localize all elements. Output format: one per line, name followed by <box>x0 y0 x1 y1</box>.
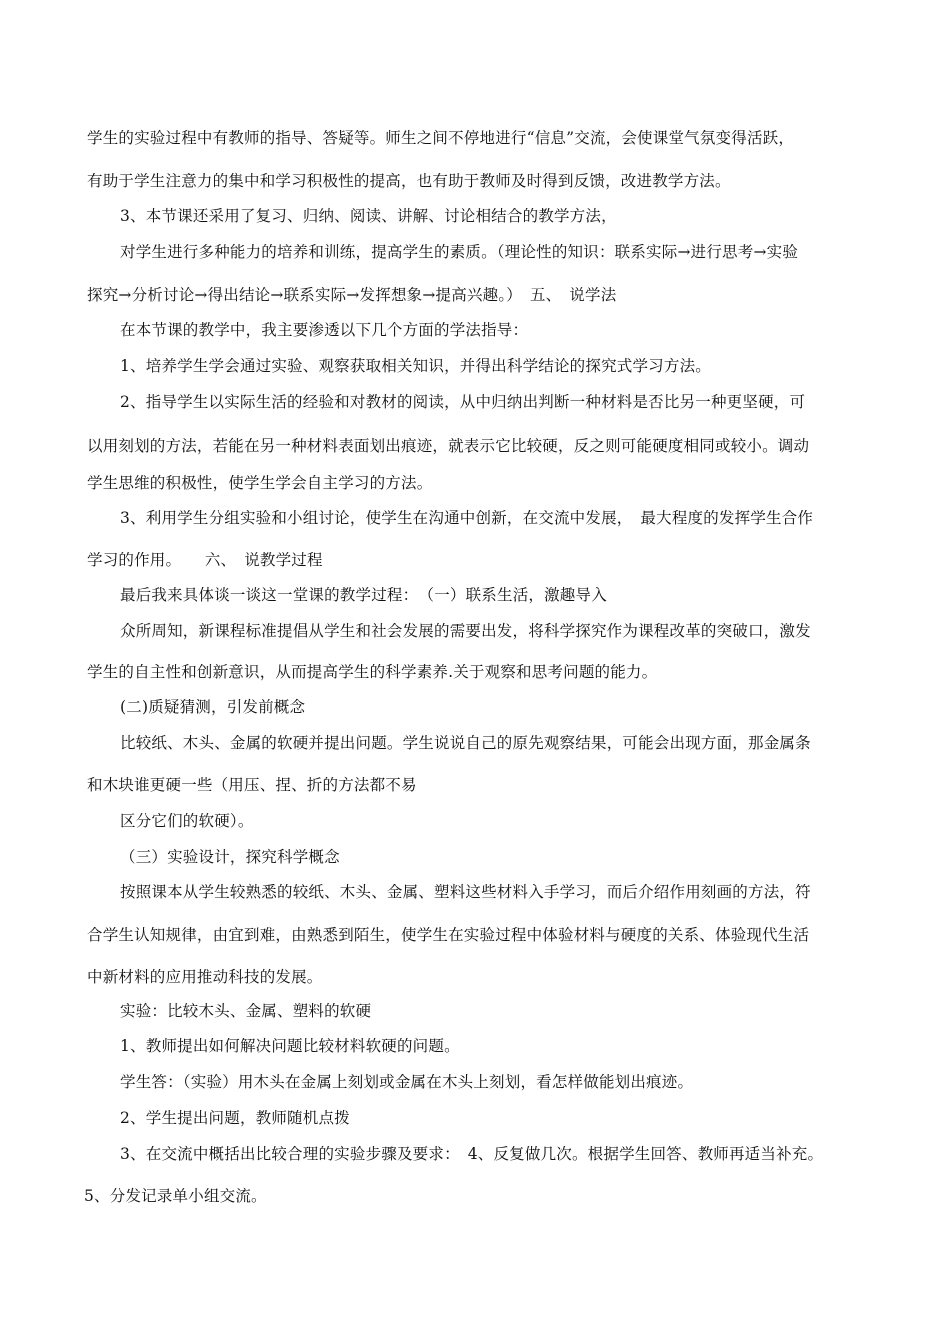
paragraph-line: 实验：比较木头、金属、塑料的软硬 <box>120 1002 372 1020</box>
paragraph-line: 以用刻划的方法，若能在另一种材料表面划出痕迹，就表示它比较硬，反之则可能硬度相同或较小。调动 <box>87 437 810 455</box>
paragraph-line: 学生答：（实验）用木头在金属上刻划或金属在木头上刻划，看怎样做能划出痕迹。 <box>120 1073 694 1091</box>
paragraph-line: 5、分发记录单小组交流。 <box>84 1187 267 1205</box>
paragraph-line: 对学生进行多种能力的培养和训练，提高学生的素质。（理论性的知识：联系实际→进行思考→实验 <box>120 243 799 261</box>
paragraph-line: 众所周知，新课程标准提倡从学生和社会发展的需要出发，将科学探究作为课程改革的突破口，激发 <box>120 622 811 640</box>
paragraph-line: 2、学生提出问题，教师随机点拨 <box>120 1109 350 1127</box>
paragraph-line: 1、培养学生学会通过实验、观察获取相关知识，并得出科学结论的探究式学习方法。 <box>120 357 711 375</box>
paragraph-line: 和木块谁更硬一些（用压、捏、折的方法都不易 <box>87 776 417 794</box>
paragraph-line: 按照课本从学生较熟悉的较纸、木头、金属、塑料这些材料入手学习，而后介绍作用刻画的方法，符 <box>120 883 811 901</box>
paragraph-line: 3、本节课还采用了复习、归纳、阅读、讲解、讨论相结合的教学方法， <box>120 207 617 225</box>
paragraph-line: 在本节课的教学中，我主要渗透以下几个方面的学法指导： <box>120 321 529 339</box>
section-heading: (二)质疑猜测，引发前概念 <box>120 698 306 716</box>
paragraph-line: 学生的自主性和创新意识，从而提高学生的科学素养.关于观察和思考问题的能力。 <box>87 663 658 681</box>
paragraph-line: 学生思维的积极性，使学生学会自主学习的方法。 <box>87 474 433 492</box>
paragraph-line: 1、教师提出如何解决问题比较材料软硬的问题。 <box>120 1037 460 1055</box>
section-heading: （三）实验设计，探究科学概念 <box>120 848 340 866</box>
paragraph-line: 中新材料的应用推动科技的发展。 <box>87 968 323 986</box>
paragraph-line: 有助于学生注意力的集中和学习积极性的提高，也有助于教师及时得到反馈，改进教学方法。 <box>87 172 731 190</box>
paragraph-line: 2、指导学生以实际生活的经验和对教材的阅读，从中归纳出判断一种材料是否比另一种更坚硬，可 <box>120 393 806 411</box>
paragraph-line: 3、利用学生分组实验和小组讨论，使学生在沟通中创新，在交流中发展， 最大程度的发挥学生合作 <box>120 509 814 527</box>
paragraph-line: 合学生认知规律，由宜到难，由熟悉到陌生，使学生在实验过程中体验材料与硬度的关系、体验现代生活 <box>87 926 810 944</box>
paragraph-line: 3、在交流中概括出比较合理的实验步骤及要求： 4、反复做几次。根据学生回答、教师再适当补充。 <box>120 1145 824 1163</box>
paragraph-line: 探究→分析讨论→得出结论→联系实际→发挥想象→提高兴趣。） 五、 说学法 <box>87 286 617 304</box>
paragraph-line: 学习的作用。 六、 说教学过程 <box>87 551 323 569</box>
paragraph-line: 最后我来具体谈一谈这一堂课的教学过程： （一）联系生活，激趣导入 <box>120 586 607 604</box>
paragraph-line: 区分它们的软硬）。 <box>120 812 254 830</box>
paragraph-line: 学生的实验过程中有教师的指导、答疑等。师生之间不停地进行“信息”交流，会使课堂气氛变得活跃， <box>87 129 795 147</box>
paragraph-line: 比较纸、木头、金属的软硬并提出问题。学生说说自己的原先观察结果，可能会出现方面，那金属条 <box>120 734 811 752</box>
